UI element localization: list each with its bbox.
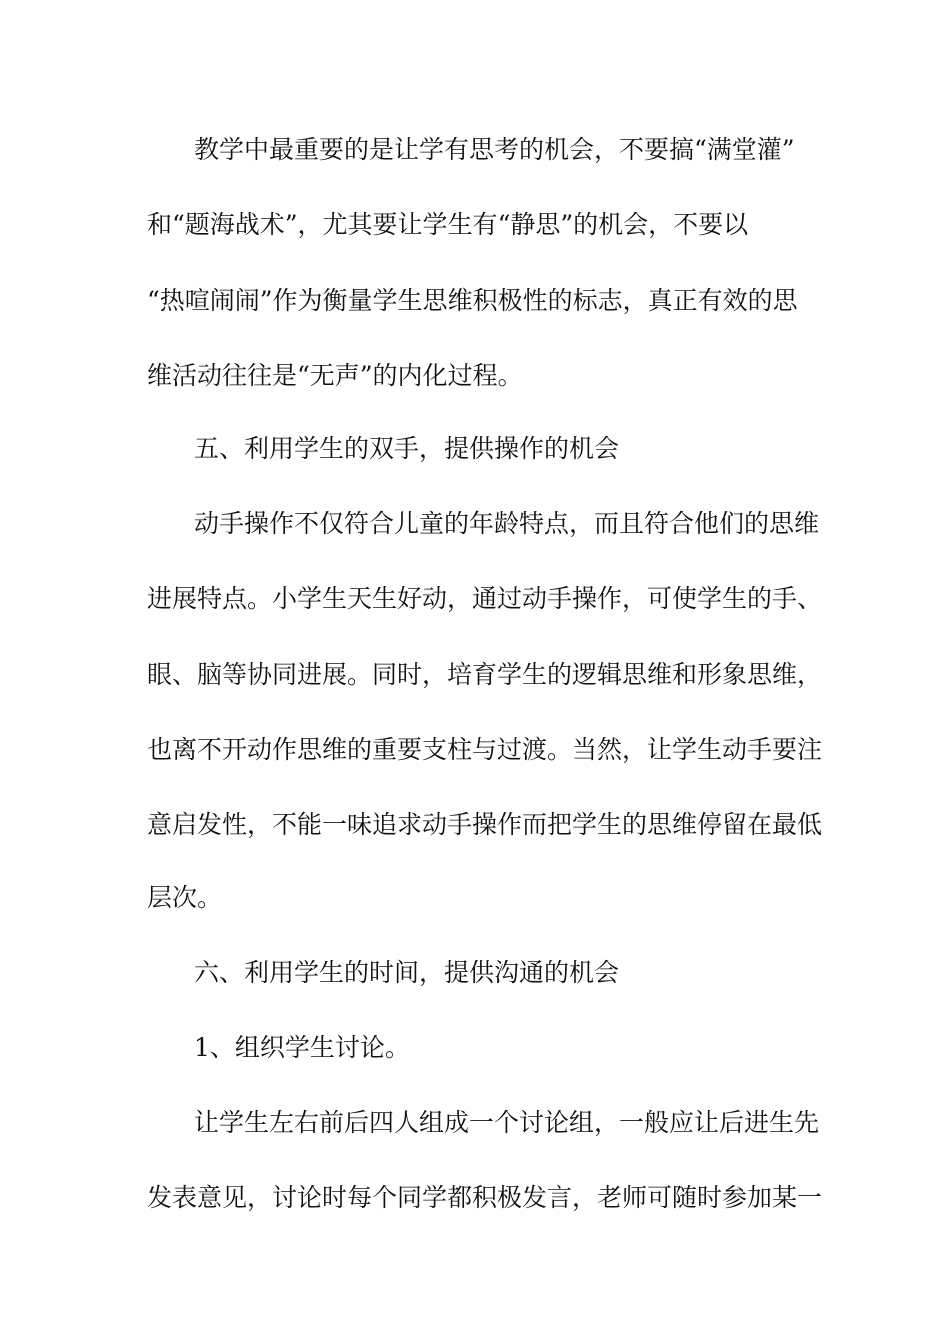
paragraph-line: 维活动往往是“无声”的内化过程。 [147, 361, 523, 390]
section-heading: 五、利用学生的双手，提供操作的机会 [194, 434, 620, 463]
paragraph-line: 意启发性，不能一味追求动手操作而把学生的思维停留在最低 [147, 810, 823, 839]
paragraph-line: 眼、脑等协同进展。同时，培育学生的逻辑思维和形象思维， [147, 660, 823, 689]
paragraph-line: 进展特点。小学生天生好动，通过动手操作，可使学生的手、 [147, 584, 823, 613]
section-heading: 六、利用学生的时间，提供沟通的机会 [194, 958, 620, 987]
paragraph-line: 也离不开动作思维的重要支柱与过渡。当然，让学生动手要注 [147, 735, 823, 764]
paragraph-line: “热喧闹闹”作为衡量学生思维积极性的标志，真正有效的思 [147, 286, 798, 315]
paragraph-line: 动手操作不仅符合儿童的年龄特点，而且符合他们的思维 [194, 509, 820, 538]
paragraph-line: 发表意见，讨论时每个同学都积极发言，老师可随时参加某一 [147, 1183, 823, 1212]
paragraph-line: 让学生左右前后四人组成一个讨论组，一般应让后进生先 [194, 1108, 820, 1137]
paragraph-line: 层次。 [147, 883, 223, 912]
paragraph-line: 和“题海战术”，尤其要让学生有“静思”的机会，不要以 [147, 210, 749, 239]
paragraph-line: 教学中最重要的是让学有思考的机会，不要搞“满堂灌” [194, 135, 795, 164]
subsection-heading: 1、组织学生讨论。 [194, 1033, 410, 1062]
